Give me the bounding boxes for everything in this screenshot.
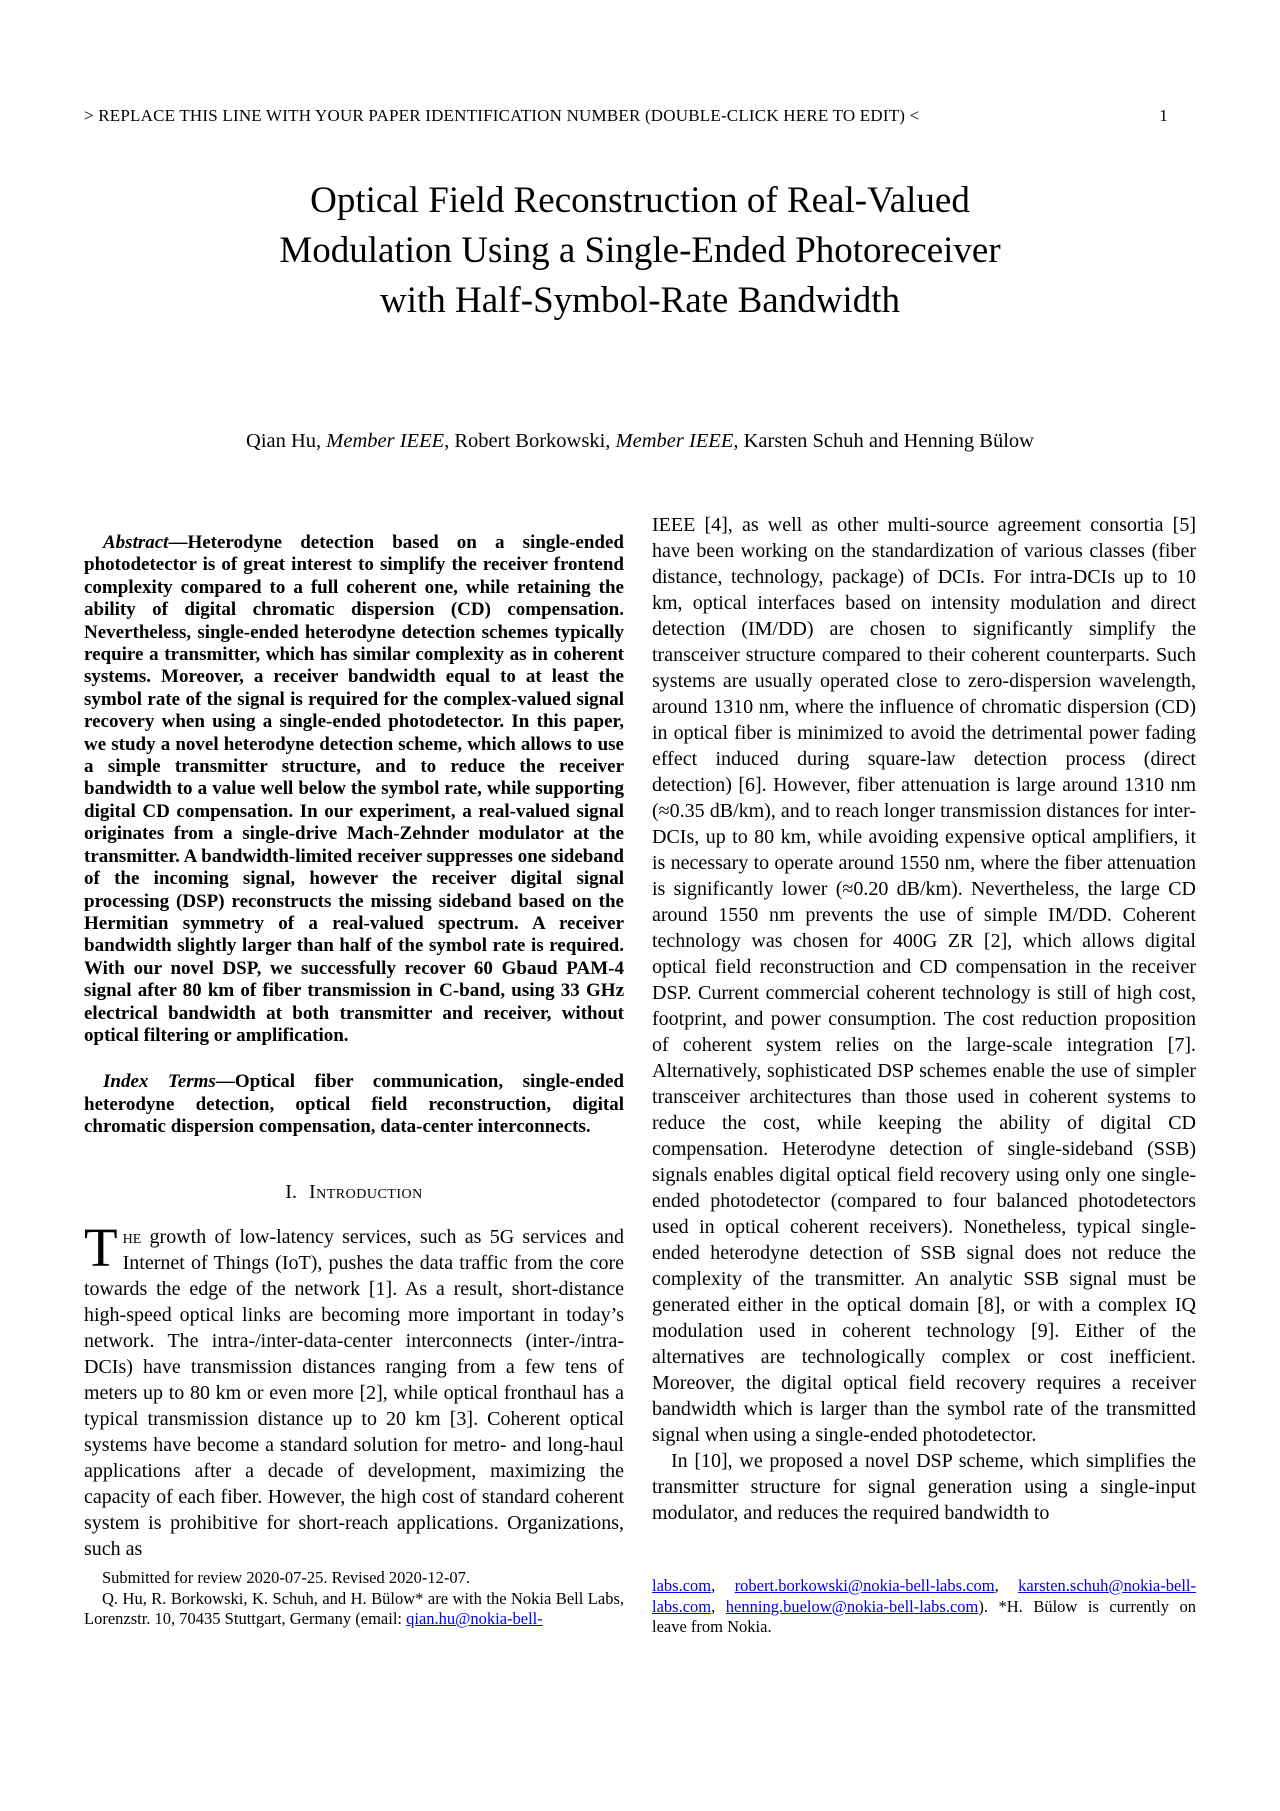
email-link-karsten[interactable]: karsten.schuh@nokia-bell-labs.com [652,1576,1196,1616]
title-line-1: Optical Field Reconstruction of Real-Valued [310,180,970,221]
page-number: 1 [1159,106,1168,125]
email-link-henning[interactable]: henning.buelow@nokia-bell-labs.com [725,1596,979,1616]
email-link-qian-continuation[interactable]: labs.com [652,1576,712,1595]
index-terms-text: Optical fiber communication, single-ended heterodyne detection, optical field reconstruction, digital chromatic dispersion compensation, data-center interconnects. [84,1071,625,1138]
index-terms [84,1071,624,1138]
footnote-affiliation [84,1589,624,1630]
body-paragraph-2: In [10], we proposed a novel DSP scheme, which simplifies the transmitter structure for signal generation using a single-input modulator, and reduces the required bandwidth to [652,1450,1196,1524]
footnote-tail: ). *H. Bülow is currently on leave from Nokia. [652,1596,1197,1636]
section-number: I. [285,1180,297,1203]
email-separator: , [994,1576,1019,1595]
email-link-qian[interactable]: qian.hu@nokia-bell- [406,1609,543,1628]
section-heading-introduction [84,1181,624,1204]
email-separator: , [711,1576,735,1595]
author-name: , Karsten Schuh and Henning Bülow [733,430,1034,452]
running-title: > REPLACE THIS LINE WITH YOUR PAPER IDENTIFICATION NUMBER (DOUBLE-CLICK HERE TO EDIT) < [84,106,920,125]
member-ieee-tag: Member IEEE [615,430,734,452]
body-paragraph-1: IEEE [4], as well as other multi-source agreement consortia [5] have been working on the standardization of various classes (fiber distance, technology, package) of DCIs. For intra-DCIs up to 10 km, optical interfaces based on intensity modulation and direct detection (IM/DD) are chosen to significantly simplify the transceiver structure compared to their coherent counterparts. Such systems are usually operated close to zero-dispersion wavelength, around 1310 nm, where the influence of chromatic dispersion (CD) in optical fiber is minimized to avoid the detrimental power fading effect induced during square-law detection process (direct detection) [6]. However, fiber attenuation is large around 1310 nm (≈0.35 dB/km), and to reach longer transmission distances for inter-DCIs, up to 80 km, while avoiding expensive optical amplifiers, it is necessary to operate around 1550 nm, where the fiber attenuation is significantly lower (≈0.20 dB/km). Nevertheless, the large CD around 1550 nm prevents the use of simple IM/DD. Coherent technology was chosen for 400G ZR [2], which allows digital optical field reconstruction and CD compensation in the receiver DSP. Current commercial coherent technology is still of high cost, footprint, and power consumption. The cost reduction proposition of coherent system relies on the large-scale integration [7]. Alternatively, sophisticated DSP schemes enable the use of simpler transceiver architectures than those used in coherent systems to reduce the cost, while keeping the ability of digital CD compensation. Heterodyne detection of single-sideband (SSB) signals enables digital optical field recovery using only one single-ended photodetector (compared to four balanced photodetectors used in optical coherent receivers). Nonetheless, typical single-ended heterodyne detection of SSB signal does not reduce the complexity of the transmitter. An analytic SSB signal must be generated either in the optical domain [8], or with a complex IQ modulation used in coherent technology [9]. Either of the alternatives are technologically complex or cost inefficient. Moreover, the digital optical field recovery requires a receiver bandwidth which is larger than the symbol rate of the transmitted signal when using a single-ended photodetector. [652,514,1196,1446]
author-name: , Robert Borkowski, [444,430,616,452]
left-column [84,532,624,1562]
author-name: Qian Hu, [246,430,327,452]
title-line-3: with Half-Symbol-Rate Bandwidth [380,280,900,321]
index-terms-dash: — [215,1071,235,1093]
intro-paragraph [84,1216,624,1562]
affiliation-text: Q. Hu, R. Borkowski, K. Schuh, and H. Bülow* are with the Nokia Bell Labs, Lorenzstr. 10, 70435 Stuttgart, Germany (email: [84,1588,624,1628]
footnote-left [84,1568,624,1630]
abstract-dash: — [168,532,188,553]
title-line-2: Modulation Using a Single-Ended Photoreceiver [279,230,1001,271]
running-header [84,106,1196,126]
footnote-right [652,1576,1196,1638]
member-ieee-tag: Member IEEE [326,430,445,452]
abstract-label: Abstract [103,532,169,553]
email-separator: , [711,1596,726,1616]
right-column [652,512,1196,1526]
author-line [84,430,1196,453]
section-title: Introduction [308,1180,423,1203]
index-terms-label: Index Terms [103,1071,216,1093]
drop-cap: T [84,1216,118,1278]
paper-title [84,176,1196,326]
lead-smallcaps: he [122,1225,142,1248]
abstract [84,532,624,1047]
footnote-emails [652,1576,1196,1638]
abstract-text: Heterodyne detection based on a single-ended photodetector is of great interest to simplify the receiver frontend complexity compared to a full coherent one, while retaining the ability of digital chromatic dispersion (CD) compensation. Nevertheless, single-ended heterodyne detection schemes typically require a transmitter, which has similar complexity as in coherent systems. Moreover, a receiver bandwidth equal to at least the symbol rate of the signal is required for the complex-valued signal recovery when using a single-ended photodetector. In this paper, we study a novel heterodyne detection scheme, which allows to use a simple transmitter structure, and to reduce the receiver bandwidth to a value well below the symbol rate, while supporting digital CD compensation. In our experiment, a real-valued signal originates from a single-drive Mach-Zehnder modulator at the transmitter. A bandwidth-limited receiver suppresses one sideband of the incoming signal, however the receiver digital signal processing (DSP) reconstructs the missing sideband based on the Hermitian symmetry of a real-valued spectrum. A receiver bandwidth slightly larger than half of the symbol rate is required. With our novel DSP, we successfully recover 60 Gbaud PAM-4 signal after 80 km of fiber transmission in C-band, using 33 GHz electrical bandwidth at both transmitter and receiver, without optical filtering or amplification. [84,532,624,1046]
intro-text: growth of low-latency services, such as 5G services and Internet of Things (IoT), pushes the data traffic from the core towards the edge of the network [1]. As a result, short-distance high-speed optical links are becoming more important in today’s network. The intra-/inter-data-center interconnects (inter-/intra-DCIs) have transmission distances ranging from a few tens of meters up to 80 km or even more [2], while optical fronthaul has a typical transmission distance up to 20 km [3]. Coherent optical systems have become a standard solution for metro- and long-haul applications after a decade of development, maximizing the capacity of each fiber. However, the high cost of standard coherent system is prohibitive for short-reach applications. Organizations, such as [84,1225,624,1560]
footnote-submitted: Submitted for review 2020-07-25. Revised 2020-12-07. [102,1568,470,1587]
email-link-robert[interactable]: robert.borkowski@nokia-bell-labs.com [734,1576,995,1595]
